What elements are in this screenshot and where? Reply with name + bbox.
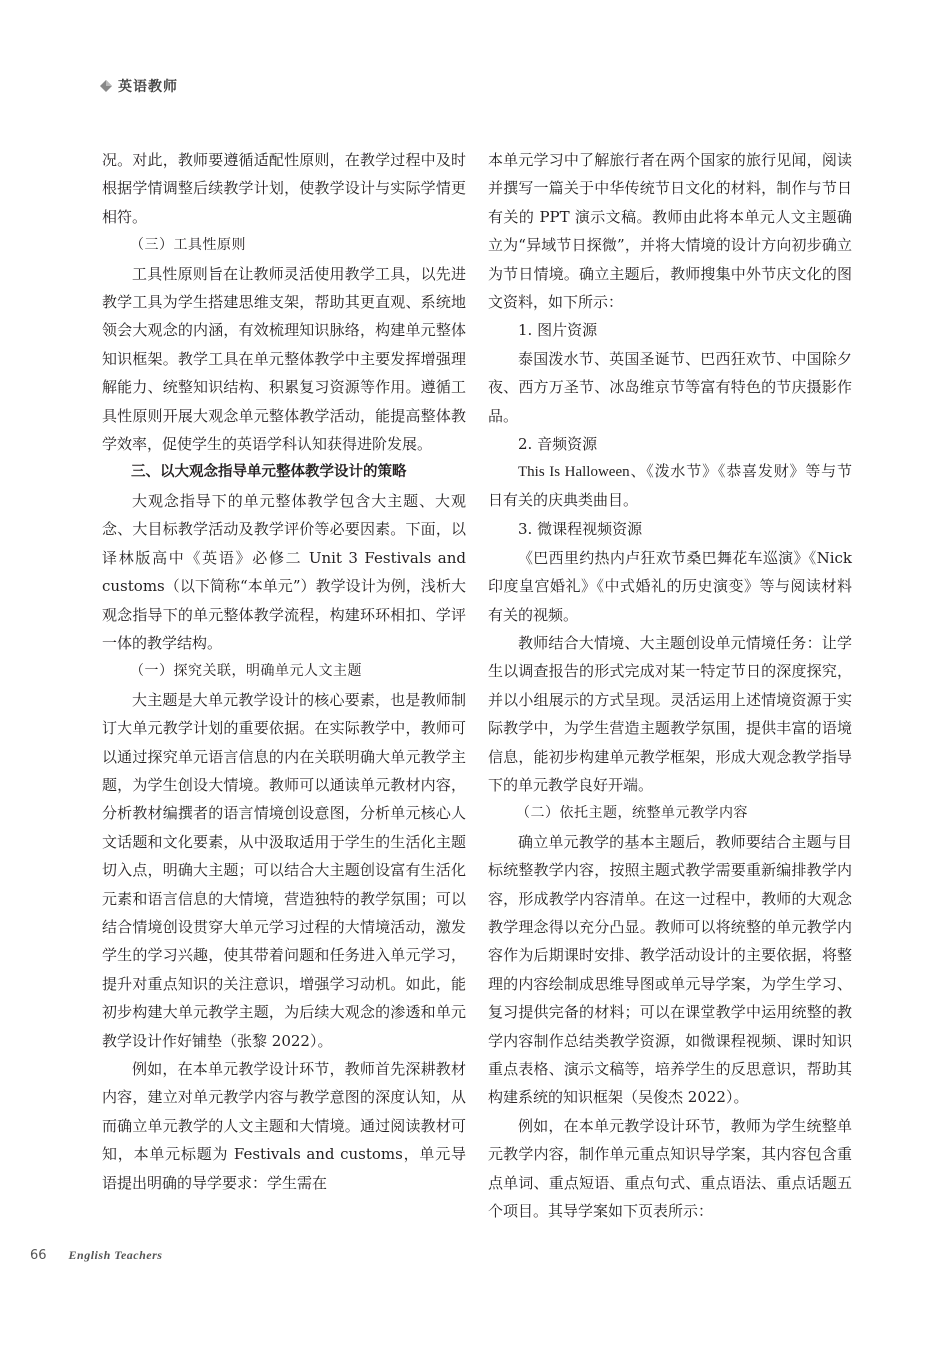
list-heading: 3. 微课程视频资源 [518, 520, 643, 539]
paragraph: 教师结合大情境、大主题创设单元情境任务：让学生以调查报告的形式完成对某一特定节日的深度探究，并以小组展示的方式呈现。灵活运用上述情境资源于实际教学中，为学生营造主题教学氛围，提供丰富的语境信息，能初步构建单元教学框架，形成大观念教学指导下的单元教学良好开端。 [488, 633, 852, 794]
subsection-heading: （三）工具性原则 [130, 237, 246, 254]
journal-title: 英语教师 [118, 79, 178, 95]
subsection-heading: （二）依托主题，统整单元教学内容 [516, 805, 748, 822]
right-column [488, 146, 852, 1225]
paragraph: 况。对此，教师要遵循适配性原则，在教学过程中及时根据学情调整后续教学计划，使教学设计与实际学情更相符。 [102, 151, 466, 226]
journal-name-english: English Teachers [68, 1248, 163, 1262]
subsection-heading: （一）探究关联，明确单元人文主题 [130, 663, 362, 680]
page-number: 66 [30, 1248, 47, 1263]
list-heading: 2. 音频资源 [518, 435, 598, 454]
paragraph: 确立单元教学的基本主题后，教师要结合主题与目标统整教学内容，按照主题式教学需要重新编排教学内容，形成教学内容清单。在这一过程中，教师的大观念教学理念得以充分凸显。教师可以将统整的单元教学内容作为后期课时安排、教学活动设计的主要依据，将整理的内容绘制成思维导图或单元导学案，为学生学习、复习提供完备的材料；可以在课堂教学中运用统整的教学内容制作总结类教学资源，如微课程视频、课时知识重点表格、演示文稿等，培养学生的反思意识，帮助其构建系统的知识框架（吴俊杰 2022）。 [488, 832, 852, 1107]
left-column [102, 146, 466, 1197]
page-footer [30, 1248, 162, 1263]
diamond-icon [100, 80, 112, 92]
paragraph: 例如，在本单元教学设计环节，教师为学生统整单元教学内容，制作单元重点知识导学案，其内容包含重点单词、重点短语、重点句式、重点语法、重点话题五个项目。其导学案如下页表所示： [488, 1116, 852, 1221]
paragraph: 例如，在本单元教学设计环节，教师首先深耕教材内容，建立对单元教学内容与教学意图的深度认知，从而确立单元教学的人文主题和大情境。通过阅读教材可知，本单元标题为 Festivals and customs，单元导语提出明确的导学要求：学生需在 [102, 1060, 466, 1192]
paragraph: 本单元学习中了解旅行者在两个国家的旅行见闻，阅读并撰写一篇关于中华传统节日文化的材料，制作与节日有关的 PPT 演示文稿。教师由此将本单元人文主题确立为“异域节日探微”，并将大情境的设计方向初步确立为节日情境。确立主题后，教师搜集中外节庆文化的图文资料，如下所示： [488, 151, 852, 312]
list-heading: 1. 图片资源 [518, 321, 598, 340]
paragraph: 大观念指导下的单元整体教学包含大主题、大观念、大目标教学活动及教学评价等必要因素。下面，以译林版高中《英语》必修二 Unit 3 Festivals and customs（以下简称“本单元”）教学设计为例，浅析大观念指导下的单元整体教学流程，构建环环相扣、学评一体的教学结构。 [102, 491, 466, 652]
section-heading: 三、以大观念指导单元整体教学设计的策略 [131, 463, 407, 481]
paragraph: 《巴西里约热内卢狂欢节桑巴舞花车巡演》《Nick 印度皇宫婚礼》《中式婚礼的历史演变》等与阅读材料有关的视频。 [488, 548, 852, 624]
paragraph: 泰国泼水节、英国圣诞节、巴西狂欢节、中国除夕夜、西方万圣节、冰岛维京节等富有特色的节庆摄影作品。 [488, 349, 852, 425]
paragraph: This Is Halloween、《泼水节》《恭喜发财》等与节日有关的庆典类曲目。 [488, 464, 852, 509]
paragraph: 大主题是大单元教学设计的核心要素，也是教师制订大单元教学计划的重要依据。在实际教学中，教师可以通过探究单元语言信息的内在关联明确大单元教学主题，为学生创设大情境。教师可以通读单元教材内容，分析教材编撰者的语言情境创设意图，分析单元核心人文话题和文化要素，从中汲取适用于学生的生活化主题切入点，明确大主题；可以结合大主题创设富有生活化元素和语言信息的大情境，营造独特的教学氛围；可以结合情境创设贯穿大单元学习过程的大情境活动，激发学生的学习兴趣，使其带着问题和任务进入单元学习，提升对重点知识的关注意识，增强学习动机。如此，能初步构建大单元教学主题，为后续大观念的渗透和单元教学设计作好铺垫（张黎 2022）。 [102, 690, 466, 1050]
journal-header [100, 76, 178, 96]
paragraph: 工具性原则旨在让教师灵活使用教学工具，以先进教学工具为学生搭建思维支架，帮助其更直观、系统地领会大观念的内涵，有效梳理知识脉络，构建单元整体知识框架。教学工具在单元整体教学中主要发挥增强理解能力、统整知识结构、积累复习资源等作用。遵循工具性原则开展大观念单元整体教学活动，能提高整体教学效率，促使学生的英语学科认知获得进阶发展。 [102, 264, 466, 454]
